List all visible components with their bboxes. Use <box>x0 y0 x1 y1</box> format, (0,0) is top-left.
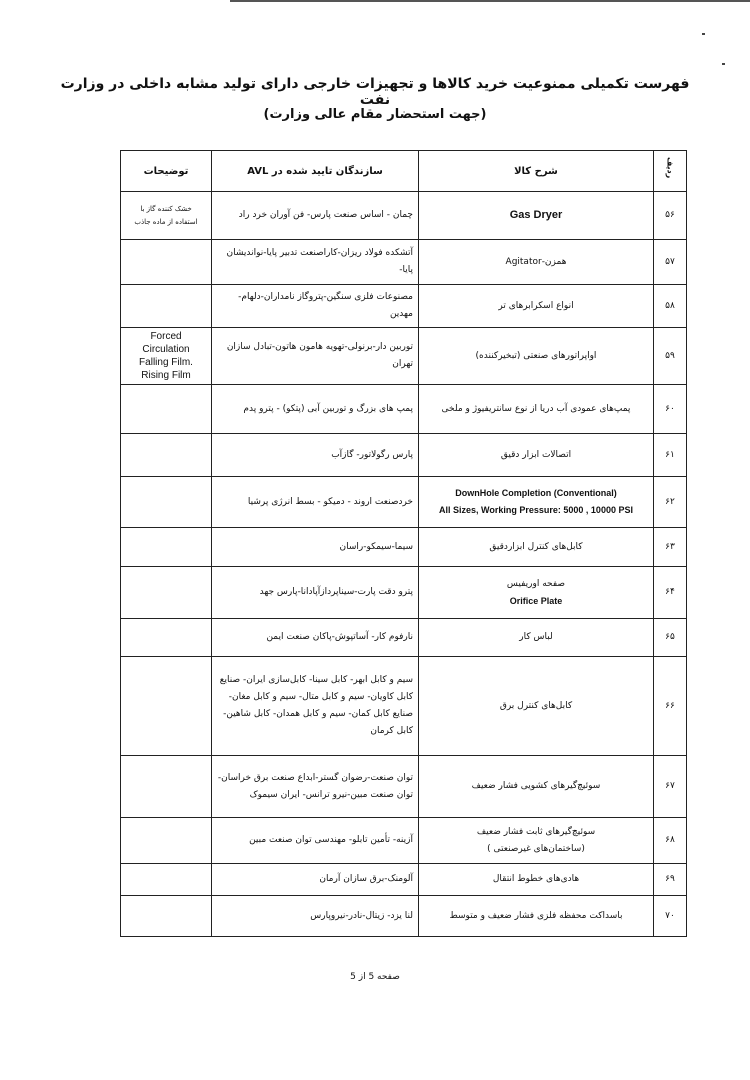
row-number: ۶۹ <box>654 864 687 896</box>
table-row <box>121 619 687 657</box>
item-notes <box>121 619 212 657</box>
approved-makers: توان صنعت-رضوان گستر-ابداع صنعت برق خراسان- توان صنعت مبین-نیرو ترانس- ایران سیموک <box>212 756 419 818</box>
header-num: ردیف <box>654 151 687 192</box>
item-notes <box>121 477 212 528</box>
top-border-line <box>230 0 750 2</box>
note-line: خشک کننده گاز با <box>140 204 192 213</box>
scan-mark <box>722 63 725 65</box>
table-row <box>121 192 687 240</box>
item-description <box>419 192 654 240</box>
description-line: کابل‌های کنترل ابزاردقیق <box>489 541 583 552</box>
approved-makers: پترو دقت پارت-سیناپردازآپادانا-پارس جهد <box>212 567 419 619</box>
item-notes <box>121 434 212 477</box>
description-line: انواع اسکرابرهای تر <box>498 300 574 311</box>
item-notes <box>121 864 212 896</box>
item-description <box>419 385 654 434</box>
table-row <box>121 385 687 434</box>
item-notes <box>121 240 212 285</box>
header-notes: توضیحات <box>121 151 212 192</box>
item-description <box>419 657 654 756</box>
row-number: ۵۶ <box>654 192 687 240</box>
table-row <box>121 477 687 528</box>
description-line: سوئیچ‌گیرهای کشویی فشار ضعیف <box>471 781 601 791</box>
table-row <box>121 240 687 285</box>
approved-makers: پارس رگولاتور- گازآب <box>212 434 419 477</box>
item-notes <box>121 385 212 434</box>
row-number: ۵۷ <box>654 240 687 285</box>
row-number: ۶۱ <box>654 434 687 477</box>
page-title: فهرست تکمیلی ممنوعیت خرید کالاها و تجهیزات خارجی دارای تولید مشابه داخلی در وزارت نفت <box>60 76 690 108</box>
item-description <box>419 619 654 657</box>
approved-makers: آلومنک-برق سازان آرمان <box>212 864 419 896</box>
description-line: باسداکت محفظه فلزی فشار ضعیف و متوسط <box>449 910 623 921</box>
item-description <box>419 756 654 818</box>
note-line: Falling Film. <box>139 357 193 368</box>
row-number: ۶۶ <box>654 657 687 756</box>
item-notes <box>121 756 212 818</box>
item-notes <box>121 192 212 240</box>
description-line: صفحه اوریفیس <box>506 578 566 589</box>
row-number: ۶۰ <box>654 385 687 434</box>
approved-makers: چمان - اساس صنعت پارس- فن آوران خرد راد <box>212 192 419 240</box>
row-number: ۶۷ <box>654 756 687 818</box>
description-line: DownHole Completion (Conventional) <box>455 488 617 498</box>
row-number: ۵۹ <box>654 328 687 385</box>
item-notes <box>121 567 212 619</box>
item-notes <box>121 285 212 328</box>
approved-makers: سیما-سیمکو-راسان <box>212 528 419 567</box>
row-number: ۶۲ <box>654 477 687 528</box>
row-number: ۷۰ <box>654 896 687 937</box>
table-row <box>121 657 687 756</box>
description-line: لباس کار <box>519 632 553 642</box>
description-line: Gas Dryer <box>509 209 563 221</box>
page-subtitle: (جهت استحضار مقام عالی وزارت) <box>263 107 487 122</box>
table-row <box>121 285 687 328</box>
note-line: Circulation <box>142 344 190 355</box>
item-notes <box>121 328 212 385</box>
approved-makers: مصنوعات فلزی سنگین-پتروگاز نامداران-دلهام-مهدین <box>212 285 419 328</box>
header-makers: سازندگان تایید شده در AVL <box>212 151 419 192</box>
items-table <box>120 150 687 937</box>
row-number: ۶۴ <box>654 567 687 619</box>
item-notes <box>121 818 212 864</box>
table-row <box>121 756 687 818</box>
item-description <box>419 567 654 619</box>
approved-makers: نارفوم کار- آساتپوش-پاکان صنعت ایمن <box>212 619 419 657</box>
description-line: کابل‌های کنترل برق <box>499 700 573 711</box>
description-line: (ساختمان‌های غیرصنعتی ) <box>487 843 585 854</box>
item-description <box>419 240 654 285</box>
table-row <box>121 864 687 896</box>
description-line: All Sizes, Working Pressure: 5000 , 10000 PSI <box>439 505 633 515</box>
item-description <box>419 477 654 528</box>
table-row <box>121 567 687 619</box>
row-number: ۵۸ <box>654 285 687 328</box>
item-description <box>419 528 654 567</box>
item-description <box>419 896 654 937</box>
description-line: اتصالات ابزار دقیق <box>500 449 572 460</box>
item-description <box>419 285 654 328</box>
table-row <box>121 328 687 385</box>
table-row <box>121 528 687 567</box>
approved-makers: لنا یزد- زیتال-نادر-نیروپارس <box>212 896 419 937</box>
approved-makers: آتشکده فولاد ریزان-کاراصنعت تدبیر پایا-نواندیشان پایا- <box>212 240 419 285</box>
description-line: پمپ‌های عمودی آب دریا از نوع سانتریفیوژ و ملخی <box>441 403 631 414</box>
item-description <box>419 328 654 385</box>
description-line: سوئیچ‌گیرهای ثابت فشار ضعیف <box>476 826 596 837</box>
approved-makers: پمپ های بزرگ و توربین آبی (پتکو) - پترو پدم <box>212 385 419 434</box>
page-footer: صفحه 5 از 5 <box>350 972 400 982</box>
description-line: همزن-Agitator <box>505 256 567 267</box>
approved-makers: آزینه- تأمین تابلو- مهندسی توان صنعت مبین <box>212 818 419 864</box>
item-notes <box>121 657 212 756</box>
approved-makers: خردصنعت اروند - دمیکو - بسط انرژی پرشیا <box>212 477 419 528</box>
description-line: Orifice Plate <box>509 595 563 606</box>
description-line: اواپراتورهای صنعتی (تبخیرکننده) <box>475 350 597 361</box>
row-number: ۶۵ <box>654 619 687 657</box>
item-notes <box>121 528 212 567</box>
item-description <box>419 434 654 477</box>
note-line: استفاده از ماده جاذب <box>134 217 198 226</box>
item-notes <box>121 896 212 937</box>
row-number: ۶۸ <box>654 818 687 864</box>
approved-makers: سیم و کابل ابهر- کابل سینا- کابل‌سازی ایران- صنایع کابل کاویان- سیم و کابل متال- سیم و کابل مغان- صنایع کابل کمان- سیم و کابل همدان- کابل شاهین-کابل کرمان <box>212 657 419 756</box>
scan-mark <box>702 33 705 35</box>
approved-makers: توربین دار-برنولی-تهویه هامون هاتون-تبادل سازان تهران <box>212 328 419 385</box>
note-line: Forced <box>150 331 182 342</box>
item-description <box>419 864 654 896</box>
table-row <box>121 818 687 864</box>
table-row <box>121 434 687 477</box>
row-number: ۶۳ <box>654 528 687 567</box>
header-description: شرح کالا <box>419 151 654 192</box>
table-header-row <box>121 151 687 192</box>
item-description <box>419 818 654 864</box>
description-line: هادی‌های خطوط انتقال <box>492 874 580 884</box>
table-row <box>121 896 687 937</box>
note-line: Rising Film <box>141 370 191 381</box>
